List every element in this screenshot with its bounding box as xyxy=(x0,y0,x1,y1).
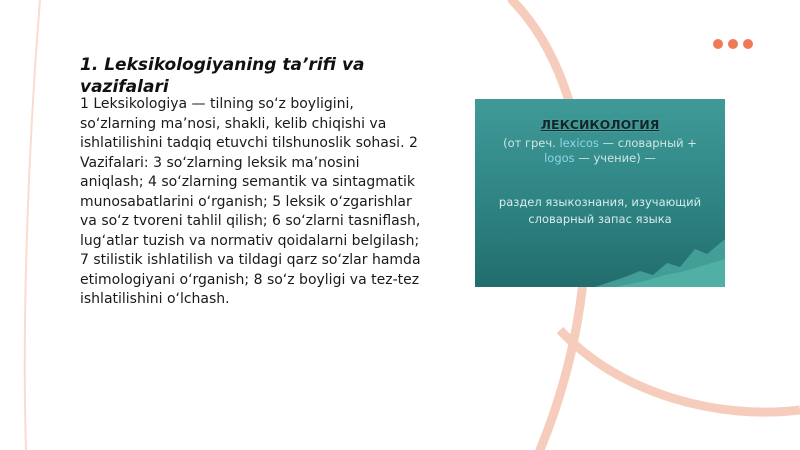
image-definition: раздел языкознания, изучающий словарный запас языка xyxy=(498,195,702,226)
image-etymology-line-2: logos — учение) — xyxy=(544,151,656,165)
accent-dot xyxy=(743,39,753,49)
lexicology-definition-image xyxy=(475,99,725,287)
slide-title: 1. Leksikologiyaning ta’rifi va vazifalari xyxy=(80,55,365,97)
image-heading: ЛЕКСИКОЛОГИЯ xyxy=(540,117,660,132)
slide-body-text: 1 Leksikologiya — tilning so‘z boyligini, so‘zlarning ma’nosi, shakli, kelib chiqishi va ishlatilishini tadqiq etuvchi tilshunoslik sohasi. 2 Vazifalari: 3 so‘zlarning leksik ma’nosini aniqlash; 4 so‘zlarning semantik va sintagmatik munosabatlarini o‘rganish; 5 leksik o‘zgarishlar va so‘z tvoreni tahlil qilish; 6 so‘zlarni tasniflash, lug‘atlar tuzish va normativ qoidalarni belgilash; 7 stilistik ishlatilish va tildagi qarz so‘zlar hamda etimologiyani o‘rganish; 8 so‘z boyligi va tez-tez ishlatilishini o‘lchash. xyxy=(80,96,421,307)
accent-dot xyxy=(728,39,738,49)
image-etymology-line-1: (от греч. lexicos — словарный + xyxy=(503,136,697,150)
decorative-dots xyxy=(713,39,753,49)
accent-dot xyxy=(713,39,723,49)
background-arc-bottom xyxy=(560,330,800,412)
greek-term-lexicos: lexicos xyxy=(559,136,599,150)
greek-term-logos: logos xyxy=(544,151,575,165)
background-arc-left xyxy=(25,0,40,450)
